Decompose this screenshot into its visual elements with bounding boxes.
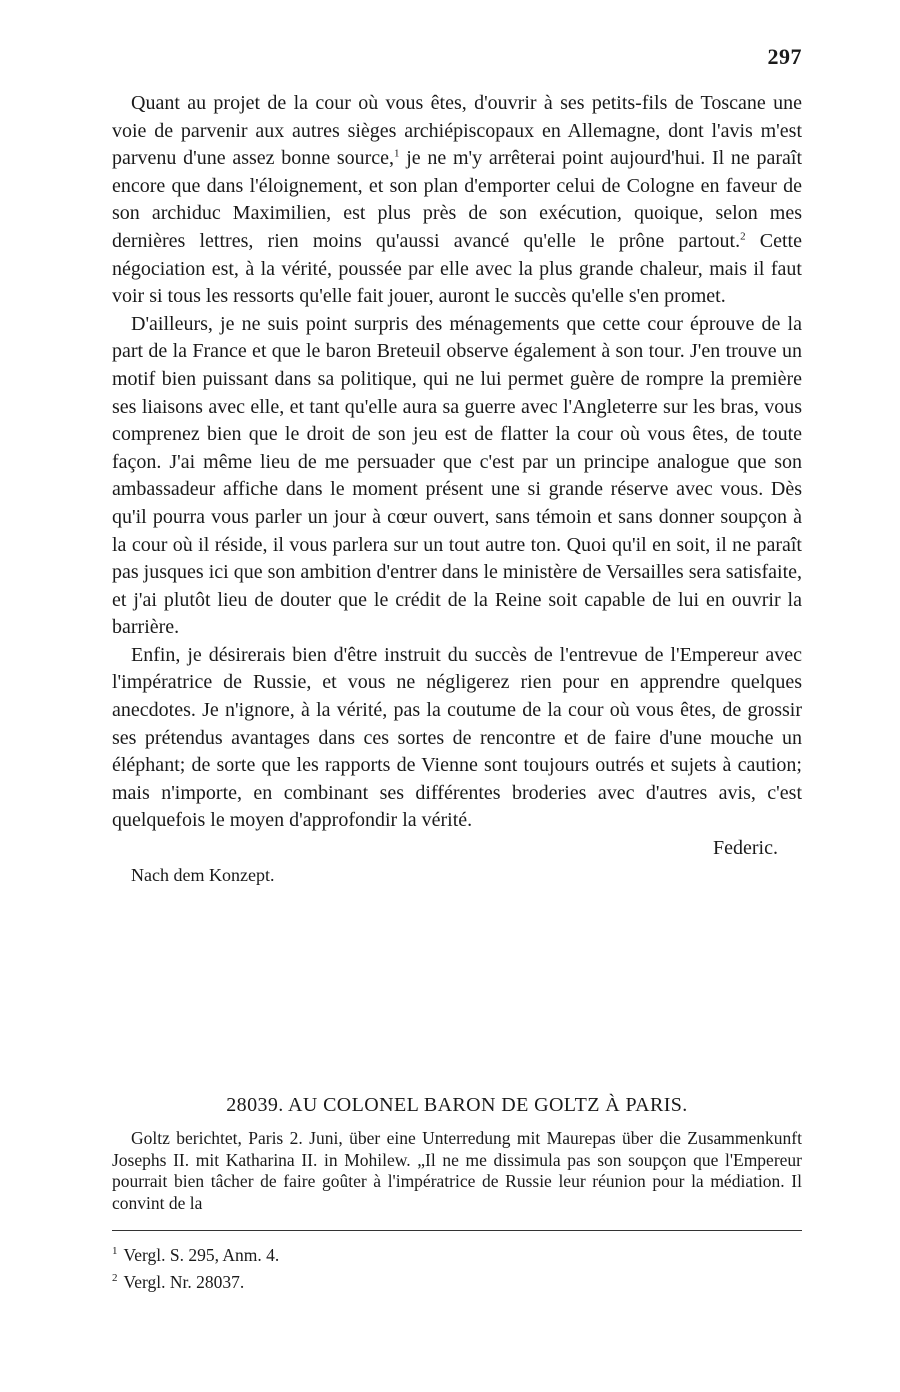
footnote-1-marker: 1 (112, 1245, 118, 1257)
footnotes (112, 1240, 802, 1294)
footnote-2-text: Vergl. Nr. 28037. (123, 1271, 245, 1292)
footnote-1-text: Vergl. S. 295, Anm. 4. (123, 1244, 280, 1265)
paragraph-1 (112, 90, 802, 311)
footnote-2-marker: 2 (112, 1271, 118, 1284)
letter-heading: 28039. AU COLONEL BARON DE GOLTZ À PARIS. (226, 1094, 688, 1116)
letter-body (112, 90, 802, 887)
paragraph-1-part-c: Cette négociation est, à la vérité, poussée par elle avec la plus grande chaleur, mais il faut voir si tous les ressorts qu'elle fait jouer, auront le succès qu'elle s'en promet. (112, 229, 802, 308)
footnote-divider (112, 1230, 802, 1231)
footnote-ref-2: 2 (740, 230, 746, 243)
paragraph-1-part-a: Quant au projet de la cour où vous êtes, d'ouvrir à ses petits-fils de Toscane une voie de parvenir aux autres sièges archiépiscopaux en Allemagne, dont l'avis m'est parvenu d'une assez bonne source, (112, 92, 802, 170)
footnote-ref-1: 1 (394, 147, 400, 160)
paragraph-3: Enfin, je désirerais bien d'être instruit du succès de l'entrevue de l'Empereur avec l'impératrice de Russie, et vous ne négligerez rien pour en apprendre quelques anecdotes. Je n'ignore, à la vérité, pas la coutume de la cour où vous êtes, de grossir ses prétendus avantages dans ces sortes de rencontre et de faire d'une mouche un éléphant; de sorte que les rapports de Vienne sont toujours outrés et sujets à caution; mais n'importe, en combinant ses différentes broderies avec d'autres avis, c'est quelquefois le moyen d'approfondir la vérité. (112, 643, 802, 832)
signature: Federic. (713, 837, 778, 860)
paragraph-1-part-b: je ne m'y arrêterai point aujourd'hui. Il ne paraît encore que dans l'éloignement, et son plan d'emporter celui de Cologne en faveur de son archiduc Maximilien, est plus près de son exécution, quoique, selon mes dernières lettres, rien moins qu'aussi avancé qu'elle le prône partout. (112, 147, 803, 252)
letter-summary: Goltz berichtet, Paris 2. Juni, über eine Unterredung mit Maurepas über die Zusammenkunft Josephs II. mit Katharina II. in Mohilew. „Il ne me dissimula pas son soupçon que l'Empereur pourrait bien tâcher de faire goûter à l'impératrice de Russie leur réunion pour la médiation. Il convint de la (112, 1128, 802, 1213)
page-number: 297 (767, 44, 802, 69)
source-note: Nach dem Konzept. (131, 864, 275, 885)
footnote-2 (112, 1267, 802, 1294)
footnote-1 (112, 1240, 802, 1267)
paragraph-2: D'ailleurs, je ne suis point surpris des ménagements que cette cour éprouve de la part de la France et que le baron Breteuil observe également à son tour. J'en trouve un motif bien puissant dans sa politique, qui ne lui permet guère de rompre la première ses liaisons avec elle, et tant qu'elle aura sa guerre avec l'Angleterre sur les bras, vous comprenez bien que le droit de son jeu est de flatter la cour où vous êtes, de toute façon. J'ai même lieu de me persuader que c'est par un principe analogue que son ambassadeur affiche dans le moment présent une si grande réserve avec vous. Dès qu'il pourra vous parler un jour à cœur ouvert, sans témoin et sans donner soupçon à la cour où il réside, il vous parlera sur un tout autre ton. Quoi qu'il en soit, il ne paraît pas jusques ici que son ambition d'entrer dans le ministère de Versailles sera satisfaite, et j'ai plutôt lieu de douter que le crédit de la Reine soit capable de lui en ouvrir la barrière. (112, 312, 802, 639)
